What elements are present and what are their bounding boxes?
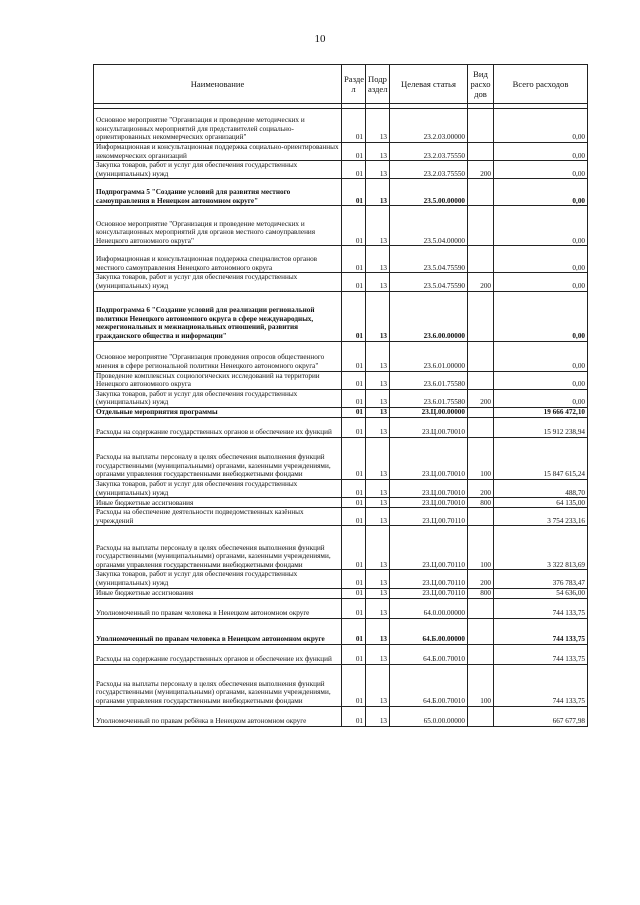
cell-razdel: 01: [342, 371, 366, 389]
cell-name: Иные бюджетные ассигнования: [94, 498, 342, 508]
cell-target: 23.5.04.00000: [390, 206, 468, 246]
cell-vid: [468, 341, 494, 371]
table-row: [94, 508, 588, 526]
cell-vid: [468, 417, 494, 437]
cell-podrazdel: 13: [366, 246, 390, 273]
cell-razdel: 01: [342, 508, 366, 526]
cell-vid: [468, 179, 494, 206]
cell-target: 23.6.01.00000: [390, 341, 468, 371]
cell-podrazdel: 13: [366, 143, 390, 161]
table-row: [94, 246, 588, 273]
table-row: [94, 479, 588, 497]
cell-razdel: 01: [342, 407, 366, 417]
cell-podrazdel: 13: [366, 407, 390, 417]
cell-podrazdel: 13: [366, 508, 390, 526]
table-row: [94, 161, 588, 179]
cell-name: Информационная и консультационная поддержка специалистов органов местного самоуправления Ненецкого автономного округа: [94, 246, 342, 273]
cell-vid: [468, 206, 494, 246]
cell-vid: 200: [468, 389, 494, 407]
cell-target: 64.Б.00.70010: [390, 664, 468, 706]
header-name: Наименование: [94, 65, 342, 104]
cell-podrazdel: 13: [366, 618, 390, 644]
cell-razdel: 01: [342, 246, 366, 273]
header-razdel: Разде л: [342, 65, 366, 104]
table-row: [94, 618, 588, 644]
cell-podrazdel: 13: [366, 371, 390, 389]
cell-total: 19 666 472,10: [494, 407, 588, 417]
cell-razdel: 01: [342, 526, 366, 570]
cell-total: 0,00: [494, 143, 588, 161]
table-row: [94, 644, 588, 664]
cell-vid: 200: [468, 161, 494, 179]
cell-razdel: 01: [342, 273, 366, 291]
cell-total: 0,00: [494, 291, 588, 341]
cell-name: Уполномоченный по правам человека в Ненецком автономном округе: [94, 598, 342, 618]
cell-name: Подпрограмма 5 "Создание условий для развития местного самоуправления в Ненецком автономном округе": [94, 179, 342, 206]
cell-podrazdel: 13: [366, 389, 390, 407]
cell-razdel: 01: [342, 706, 366, 726]
table-row: [94, 291, 588, 341]
cell-vid: 100: [468, 664, 494, 706]
cell-vid: 800: [468, 588, 494, 598]
cell-name: Основное мероприятие "Организация проведения опросов общественного мнения в сфере региональной политики Ненецкого автономного округа": [94, 341, 342, 371]
cell-vid: [468, 644, 494, 664]
cell-vid: 100: [468, 437, 494, 479]
cell-name: Расходы на содержание государственных органов и обеспечение их функций: [94, 644, 342, 664]
cell-target: 64.0.00.00000: [390, 598, 468, 618]
cell-razdel: 01: [342, 664, 366, 706]
table-header: [94, 65, 588, 104]
cell-total: 15 912 238,94: [494, 417, 588, 437]
table-row: [94, 498, 588, 508]
cell-name: Основное мероприятие "Организация и проведение методических и консультационных мероприятий для органов местного самоуправления Ненецкого автономного округа": [94, 206, 342, 246]
cell-vid: 200: [468, 479, 494, 497]
table-row: [94, 389, 588, 407]
cell-razdel: 01: [342, 161, 366, 179]
cell-razdel: 01: [342, 109, 366, 143]
cell-target: 23.6.01.75580: [390, 371, 468, 389]
table-row: [94, 598, 588, 618]
cell-vid: [468, 508, 494, 526]
cell-total: 15 847 615,24: [494, 437, 588, 479]
cell-name: Подпрограмма 6 "Создание условий для реализации региональной политики Ненецкого автономного округа в сфере международных, межрегиональных и межнациональных отношений, развития гражданского общества и информации": [94, 291, 342, 341]
table-row: [94, 143, 588, 161]
cell-total: 744 133,75: [494, 664, 588, 706]
cell-total: 0,00: [494, 206, 588, 246]
cell-total: 54 636,00: [494, 588, 588, 598]
cell-total: 488,70: [494, 479, 588, 497]
header-podrazdel: Подр аздел: [366, 65, 390, 104]
cell-target: 64.Б.00.00000: [390, 618, 468, 644]
cell-name: Расходы на выплаты персоналу в целях обеспечения выполнения функций государственными (муниципальными) органами, казенными учреждениями, органами управления государственными внебюджетными фондами: [94, 526, 342, 570]
cell-podrazdel: 13: [366, 498, 390, 508]
cell-name: Расходы на обеспечение деятельности подведомственных казённых учреждений: [94, 508, 342, 526]
cell-podrazdel: 13: [366, 479, 390, 497]
cell-razdel: 01: [342, 417, 366, 437]
cell-target: 23.5.00.00000: [390, 179, 468, 206]
cell-target: 23.2.03.75550: [390, 161, 468, 179]
cell-target: 64.Б.00.70010: [390, 644, 468, 664]
cell-target: 23.Ц.00.70010: [390, 437, 468, 479]
cell-name: Расходы на выплаты персоналу в целях обеспечения выполнения функций государственными (муниципальными) органами, казенными учреждениями, органами управления государственными внебюджетными фондами: [94, 664, 342, 706]
cell-podrazdel: 13: [366, 417, 390, 437]
cell-podrazdel: 13: [366, 109, 390, 143]
cell-target: 23.Ц.00.70010: [390, 479, 468, 497]
cell-total: 376 783,47: [494, 570, 588, 588]
cell-podrazdel: 13: [366, 664, 390, 706]
table-row: [94, 526, 588, 570]
table-row: [94, 273, 588, 291]
table-row: [94, 371, 588, 389]
cell-razdel: 01: [342, 341, 366, 371]
table-row: [94, 109, 588, 143]
table-row: [94, 570, 588, 588]
cell-vid: 200: [468, 570, 494, 588]
table-row: [94, 706, 588, 726]
header-total: Всего расходов: [494, 65, 588, 104]
cell-total: 0,00: [494, 389, 588, 407]
cell-target: 23.5.04.75590: [390, 273, 468, 291]
cell-target: 65.0.00.00000: [390, 706, 468, 726]
cell-total: 0,00: [494, 341, 588, 371]
cell-total: 0,00: [494, 371, 588, 389]
cell-vid: [468, 618, 494, 644]
cell-vid: [468, 407, 494, 417]
cell-name: Уполномоченный по правам человека в Ненецком автономном округе: [94, 618, 342, 644]
table-row: [94, 417, 588, 437]
cell-target: 23.Ц.00.70110: [390, 570, 468, 588]
cell-podrazdel: 13: [366, 570, 390, 588]
cell-target: 23.2.03.75550: [390, 143, 468, 161]
table-row: [94, 664, 588, 706]
cell-name: Закупка товаров, работ и услуг для обеспечения государственных (муниципальных) нужд: [94, 273, 342, 291]
header-target: Целевая статья: [390, 65, 468, 104]
cell-name: Иные бюджетные ассигнования: [94, 588, 342, 598]
cell-razdel: 01: [342, 644, 366, 664]
cell-vid: 100: [468, 526, 494, 570]
cell-razdel: 01: [342, 498, 366, 508]
cell-vid: 200: [468, 273, 494, 291]
cell-razdel: 01: [342, 206, 366, 246]
cell-vid: [468, 246, 494, 273]
cell-podrazdel: 13: [366, 273, 390, 291]
cell-vid: [468, 291, 494, 341]
cell-name: Расходы на содержание государственных органов и обеспечение их функций: [94, 417, 342, 437]
cell-total: 0,00: [494, 246, 588, 273]
cell-podrazdel: 13: [366, 706, 390, 726]
cell-target: 23.Ц.00.70010: [390, 498, 468, 508]
cell-target: 23.2.03.00000: [390, 109, 468, 143]
cell-vid: [468, 109, 494, 143]
table-row: [94, 341, 588, 371]
cell-total: 0,00: [494, 179, 588, 206]
cell-podrazdel: 13: [366, 161, 390, 179]
cell-vid: [468, 143, 494, 161]
cell-podrazdel: 13: [366, 526, 390, 570]
cell-target: 23.Ц.00.70010: [390, 417, 468, 437]
cell-vid: [468, 371, 494, 389]
header-vid: Вид расхо дов: [468, 65, 494, 104]
cell-podrazdel: 13: [366, 598, 390, 618]
cell-razdel: 01: [342, 389, 366, 407]
cell-total: 744 133,75: [494, 644, 588, 664]
cell-podrazdel: 13: [366, 644, 390, 664]
page-number: 10: [314, 33, 326, 45]
cell-podrazdel: 13: [366, 291, 390, 341]
cell-name: Проведение комплексных социологических исследований на территории Ненецкого автономного округа: [94, 371, 342, 389]
cell-vid: [468, 598, 494, 618]
cell-razdel: 01: [342, 598, 366, 618]
cell-target: 23.6.00.00000: [390, 291, 468, 341]
cell-total: 0,00: [494, 109, 588, 143]
cell-name: Уполномоченный по правам ребёнка в Ненецком автономном округе: [94, 706, 342, 726]
cell-name: Отдельные мероприятия программы: [94, 407, 342, 417]
cell-target: 23.Ц.00.70110: [390, 526, 468, 570]
cell-podrazdel: 13: [366, 341, 390, 371]
table-row: [94, 179, 588, 206]
cell-razdel: 01: [342, 437, 366, 479]
table-row: [94, 437, 588, 479]
cell-total: 744 133,75: [494, 618, 588, 644]
cell-name: Основное мероприятие "Организация и проведение методических и консультационных мероприятий для представителей социально-ориентированных некоммерческих организаций": [94, 109, 342, 143]
cell-name: Расходы на выплаты персоналу в целях обеспечения выполнения функций государственными (муниципальными) органами, казенными учреждениями, органами управления государственными внебюджетными фондами: [94, 437, 342, 479]
cell-name: Закупка товаров, работ и услуг для обеспечения государственных (муниципальных) нужд: [94, 570, 342, 588]
cell-razdel: 01: [342, 588, 366, 598]
cell-podrazdel: 13: [366, 588, 390, 598]
cell-total: 0,00: [494, 273, 588, 291]
cell-razdel: 01: [342, 570, 366, 588]
cell-razdel: 01: [342, 479, 366, 497]
table-row: [94, 588, 588, 598]
cell-vid: 800: [468, 498, 494, 508]
cell-podrazdel: 13: [366, 206, 390, 246]
cell-target: 23.5.04.75590: [390, 246, 468, 273]
cell-total: 64 135,00: [494, 498, 588, 508]
cell-razdel: 01: [342, 143, 366, 161]
table-row: [94, 407, 588, 417]
cell-name: Информационная и консультационная поддержка социально-ориентированных некоммерческих организаций: [94, 143, 342, 161]
cell-total: 667 677,98: [494, 706, 588, 726]
table-row: [94, 206, 588, 246]
cell-total: 744 133,75: [494, 598, 588, 618]
cell-razdel: 01: [342, 618, 366, 644]
cell-total: 3 322 813,69: [494, 526, 588, 570]
cell-target: 23.Ц.00.70110: [390, 508, 468, 526]
cell-razdel: 01: [342, 291, 366, 341]
cell-total: 3 754 233,16: [494, 508, 588, 526]
cell-name: Закупка товаров, работ и услуг для обеспечения государственных (муниципальных) нужд: [94, 479, 342, 497]
cell-podrazdel: 13: [366, 437, 390, 479]
cell-target: 23.Ц.00.00000: [390, 407, 468, 417]
cell-target: 23.6.01.75580: [390, 389, 468, 407]
cell-vid: [468, 706, 494, 726]
cell-name: Закупка товаров, работ и услуг для обеспечения государственных (муниципальных) нужд: [94, 161, 342, 179]
budget-table: [93, 64, 588, 727]
cell-name: Закупка товаров, работ и услуг для обеспечения государственных (муниципальных) нужд: [94, 389, 342, 407]
cell-podrazdel: 13: [366, 179, 390, 206]
cell-target: 23.Ц.00.70110: [390, 588, 468, 598]
cell-total: 0,00: [494, 161, 588, 179]
cell-razdel: 01: [342, 179, 366, 206]
